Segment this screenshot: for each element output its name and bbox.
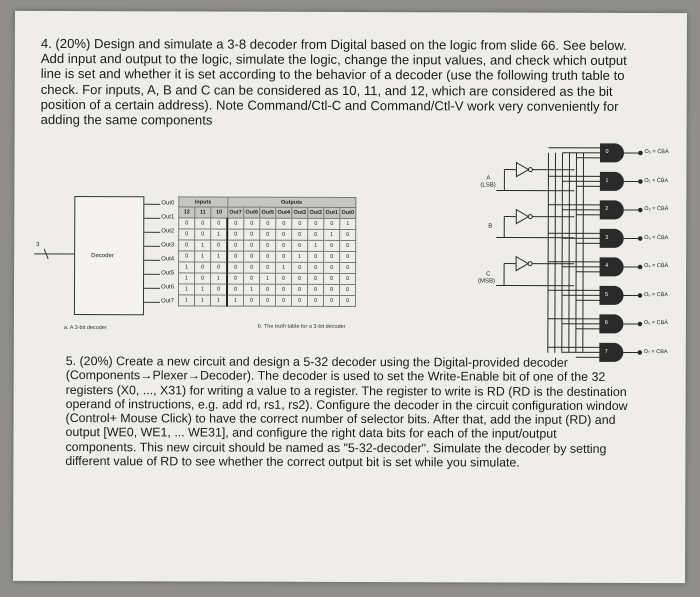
decoder-label: Decoder: [91, 253, 114, 260]
table-cell: 0: [323, 295, 339, 306]
table-cell: 1: [195, 284, 211, 295]
table-column-header: Out7: [227, 207, 244, 218]
table-cell: 0: [260, 284, 276, 295]
table-cell: 1: [340, 218, 356, 229]
gate-number: 0: [605, 148, 609, 155]
decoder-output-label: Out2: [161, 228, 175, 235]
table-cell: 1: [211, 229, 228, 240]
table-column-header: Out5: [260, 207, 276, 218]
decoder-output-label: Out5: [161, 270, 175, 277]
table-cell: 0: [307, 295, 323, 306]
table-cell: 0: [308, 262, 324, 273]
decoder-output-label: Out4: [161, 256, 175, 263]
gate-output-label: O₇ = CBA: [643, 348, 668, 355]
decoder-output-label: Out0: [161, 200, 175, 207]
table-cell: 0: [260, 262, 276, 273]
table-cell: 0: [276, 240, 292, 251]
table-cell: 0: [324, 218, 340, 229]
table-cell: 1: [179, 273, 195, 284]
and-gate: [600, 144, 623, 162]
table-cell: 0: [244, 273, 260, 284]
table-cell: 0: [324, 273, 340, 284]
and-gate: [600, 229, 623, 247]
gate-number: 1: [605, 177, 609, 184]
table-cell: 0: [244, 240, 260, 251]
table-cell: 0: [195, 218, 211, 229]
table-cell: 0: [179, 218, 195, 229]
table-column-header: Out2: [308, 207, 324, 218]
table-cell: 0: [324, 262, 340, 273]
table-cell: 0: [195, 273, 211, 284]
table-cell: 0: [195, 229, 211, 240]
table-column-header: Out6: [244, 207, 260, 218]
table-cell: 0: [324, 240, 340, 251]
decoder-output-label: Out1: [161, 214, 175, 221]
table-cell: 0: [340, 262, 356, 273]
table-cell: 0: [227, 284, 244, 295]
table-cell: 0: [260, 251, 276, 262]
output-dot: [638, 351, 642, 355]
table-cell: 0: [259, 295, 275, 306]
table-cell: 0: [211, 240, 228, 251]
table-cell: 0: [292, 229, 308, 240]
table-cell: 1: [179, 284, 195, 295]
gate-number: 5: [605, 291, 609, 298]
table-cell: 0: [292, 218, 308, 229]
gate-output-label: O₁ = C̄B̄A: [644, 177, 669, 184]
table-cell: 0: [275, 295, 291, 306]
output-dot: [638, 237, 642, 241]
figure-a-caption: a. A 3-bit decoder: [63, 325, 107, 332]
table-cell: 0: [292, 240, 308, 251]
decoder-output-label: Out6: [161, 284, 175, 291]
table-cell: 1: [179, 262, 195, 273]
question-5: [65, 354, 630, 470]
and-gate: [600, 258, 623, 276]
table-cell: 0: [276, 273, 292, 284]
table-cell: 0: [244, 251, 260, 262]
table-cell: 0: [324, 284, 340, 295]
output-dot: [638, 294, 642, 298]
table-cell: 0: [227, 229, 244, 240]
gate-output-label: O₄ = CB̄Ā: [644, 263, 669, 270]
gate-output-label: O₃ = C̄BA: [644, 234, 669, 241]
and-gate: [600, 315, 623, 333]
table-cell: 0: [308, 218, 324, 229]
table-column-header: Out1: [324, 207, 340, 218]
table-cell: 0: [308, 229, 324, 240]
table-cell: 1: [227, 295, 244, 306]
input-width-marker: 3: [36, 241, 40, 248]
table-cell: 1: [178, 295, 194, 306]
gate-output-label: O₂ = C̄BĀ: [644, 206, 669, 213]
table-cell: 0: [340, 284, 356, 295]
question-4-number: 4.: [40, 35, 52, 51]
gate-number: 7: [604, 348, 608, 355]
table-cell: 1: [260, 273, 276, 284]
decoder-output-label: Out3: [161, 242, 175, 249]
table-cell: 0: [211, 262, 228, 273]
and-gate: [600, 172, 623, 190]
table-column-header: 12: [179, 207, 195, 218]
table-column-header: 11: [195, 207, 211, 218]
table-group-header: Outputs: [227, 197, 356, 207]
input-a-note: (LSB): [480, 182, 496, 189]
table-cell: 1: [210, 295, 227, 306]
table-cell: 0: [179, 251, 195, 262]
gate-output-label: O₅ = CB̄A: [643, 291, 669, 298]
table-cell: 0: [276, 229, 292, 240]
input-b-label: B: [488, 223, 493, 230]
table-cell: 0: [276, 251, 292, 262]
table-cell: 0: [179, 229, 195, 240]
table-cell: 0: [195, 262, 211, 273]
circuit-diagram: [14, 11, 687, 373]
table-cell: 0: [340, 240, 356, 251]
input-a-label: A: [486, 175, 491, 182]
table-cell: 0: [340, 229, 356, 240]
figure-b-caption: b. The truth table for a 3-bit decoder: [257, 323, 346, 330]
table-cell: 0: [308, 284, 324, 295]
table-column-header: Out4: [276, 207, 292, 218]
table-cell: 1: [211, 251, 228, 262]
table-cell: 0: [308, 251, 324, 262]
output-dot: [638, 208, 642, 212]
table-cell: 0: [260, 218, 276, 229]
table-cell: 0: [244, 229, 260, 240]
gate-number: 6: [604, 319, 608, 326]
output-dot: [639, 180, 643, 184]
table-cell: 1: [195, 251, 211, 262]
table-cell: 1: [195, 240, 211, 251]
table-cell: 0: [292, 284, 308, 295]
table-cell: 0: [324, 251, 340, 262]
table-cell: 1: [244, 284, 260, 295]
table-cell: 0: [291, 295, 307, 306]
table-cell: 1: [308, 240, 324, 251]
table-cell: 0: [227, 218, 244, 229]
question-5-text: (20%) Create a new circuit and design a 5-32 decoder using the Digital-provided decoder (Components→Plexer→Decoder). The decoder is used to set the Write-Enable bit of one of the 32 registers (X0, ..., X31) for writing a value to a register. The register to write is RD (RD is the destination operand of instructions, e.g. add rd, rs1, rs2). Configure the decoder in the circuit configuration window (Control+ Mouse Click) to have the correct number of selector bits. After that, add the input (RD) and output [WE0, WE1, ... WE31], and configure the right data bits for each of the input/output components. This new circuit should be named as "5-32-decoder". Simulate the decoder by setting different value of RD to see whether the correct output bit is set while you simulate.: [65, 354, 628, 470]
table-cell: 0: [211, 284, 228, 295]
table-cell: 0: [227, 240, 244, 251]
table-column-header: 10: [211, 207, 228, 218]
table-group-header: Inputs: [179, 197, 228, 207]
and-gate: [600, 201, 623, 219]
table-cell: 1: [324, 229, 340, 240]
table-cell: 0: [260, 229, 276, 240]
table-cell: 0: [227, 262, 244, 273]
output-dot: [639, 151, 643, 155]
table-column-header: Out0: [340, 207, 356, 218]
table-cell: 1: [211, 273, 228, 284]
table-cell: 0: [260, 240, 276, 251]
table-cell: 0: [244, 262, 260, 273]
table-cell: 0: [340, 251, 356, 262]
gate-output-label: O₆ = CBĀ: [643, 320, 668, 327]
table-cell: 0: [340, 273, 356, 284]
table-cell: 1: [276, 262, 292, 273]
question-5-number: 5.: [65, 354, 77, 369]
table-column-header: Out3: [292, 207, 308, 218]
table-cell: 0: [179, 240, 195, 251]
and-gate: [600, 286, 623, 304]
table-cell: 0: [243, 295, 259, 306]
input-c-label: C: [486, 271, 491, 278]
table-cell: 0: [276, 284, 292, 295]
table-cell: 1: [194, 295, 210, 306]
gate-number: 4: [605, 262, 609, 269]
table-cell: 1: [292, 251, 308, 262]
table-cell: 0: [227, 251, 244, 262]
table-cell: 0: [227, 273, 244, 284]
output-dot: [638, 322, 642, 326]
table-cell: 0: [244, 218, 260, 229]
table-cell: 0: [339, 295, 355, 306]
gate-output-label: O₀ = C̄B̄Ā: [644, 149, 669, 156]
question-4-text: (20%) Design and simulate a 3-8 decoder from Digital based on the logic from slide 66. See below. Add input and output to the logic, simulate the logic, change the input values, and check which output line is set and whether it is set according to the behavior of a decoder (use the following truth table to check. For inputs, A, B and C can be considered as 10, 11, and 12, which are considered as the bit position of a certain address). Note Command/Ctl-C and Command/Ctl-V work very conveniently for adding the same components: [40, 35, 627, 128]
decoder-output-label: Out7: [160, 298, 175, 305]
table-cell: 0: [292, 273, 308, 284]
paper-sheet: [13, 11, 687, 583]
table-cell: 0: [292, 262, 308, 273]
gate-number: 3: [605, 234, 609, 241]
input-c-note: (MSB): [478, 278, 496, 285]
table-cell: 0: [211, 218, 228, 229]
table-cell: 0: [276, 218, 292, 229]
gate-number: 2: [605, 205, 609, 212]
table-cell: 0: [308, 273, 324, 284]
output-dot: [638, 265, 642, 269]
